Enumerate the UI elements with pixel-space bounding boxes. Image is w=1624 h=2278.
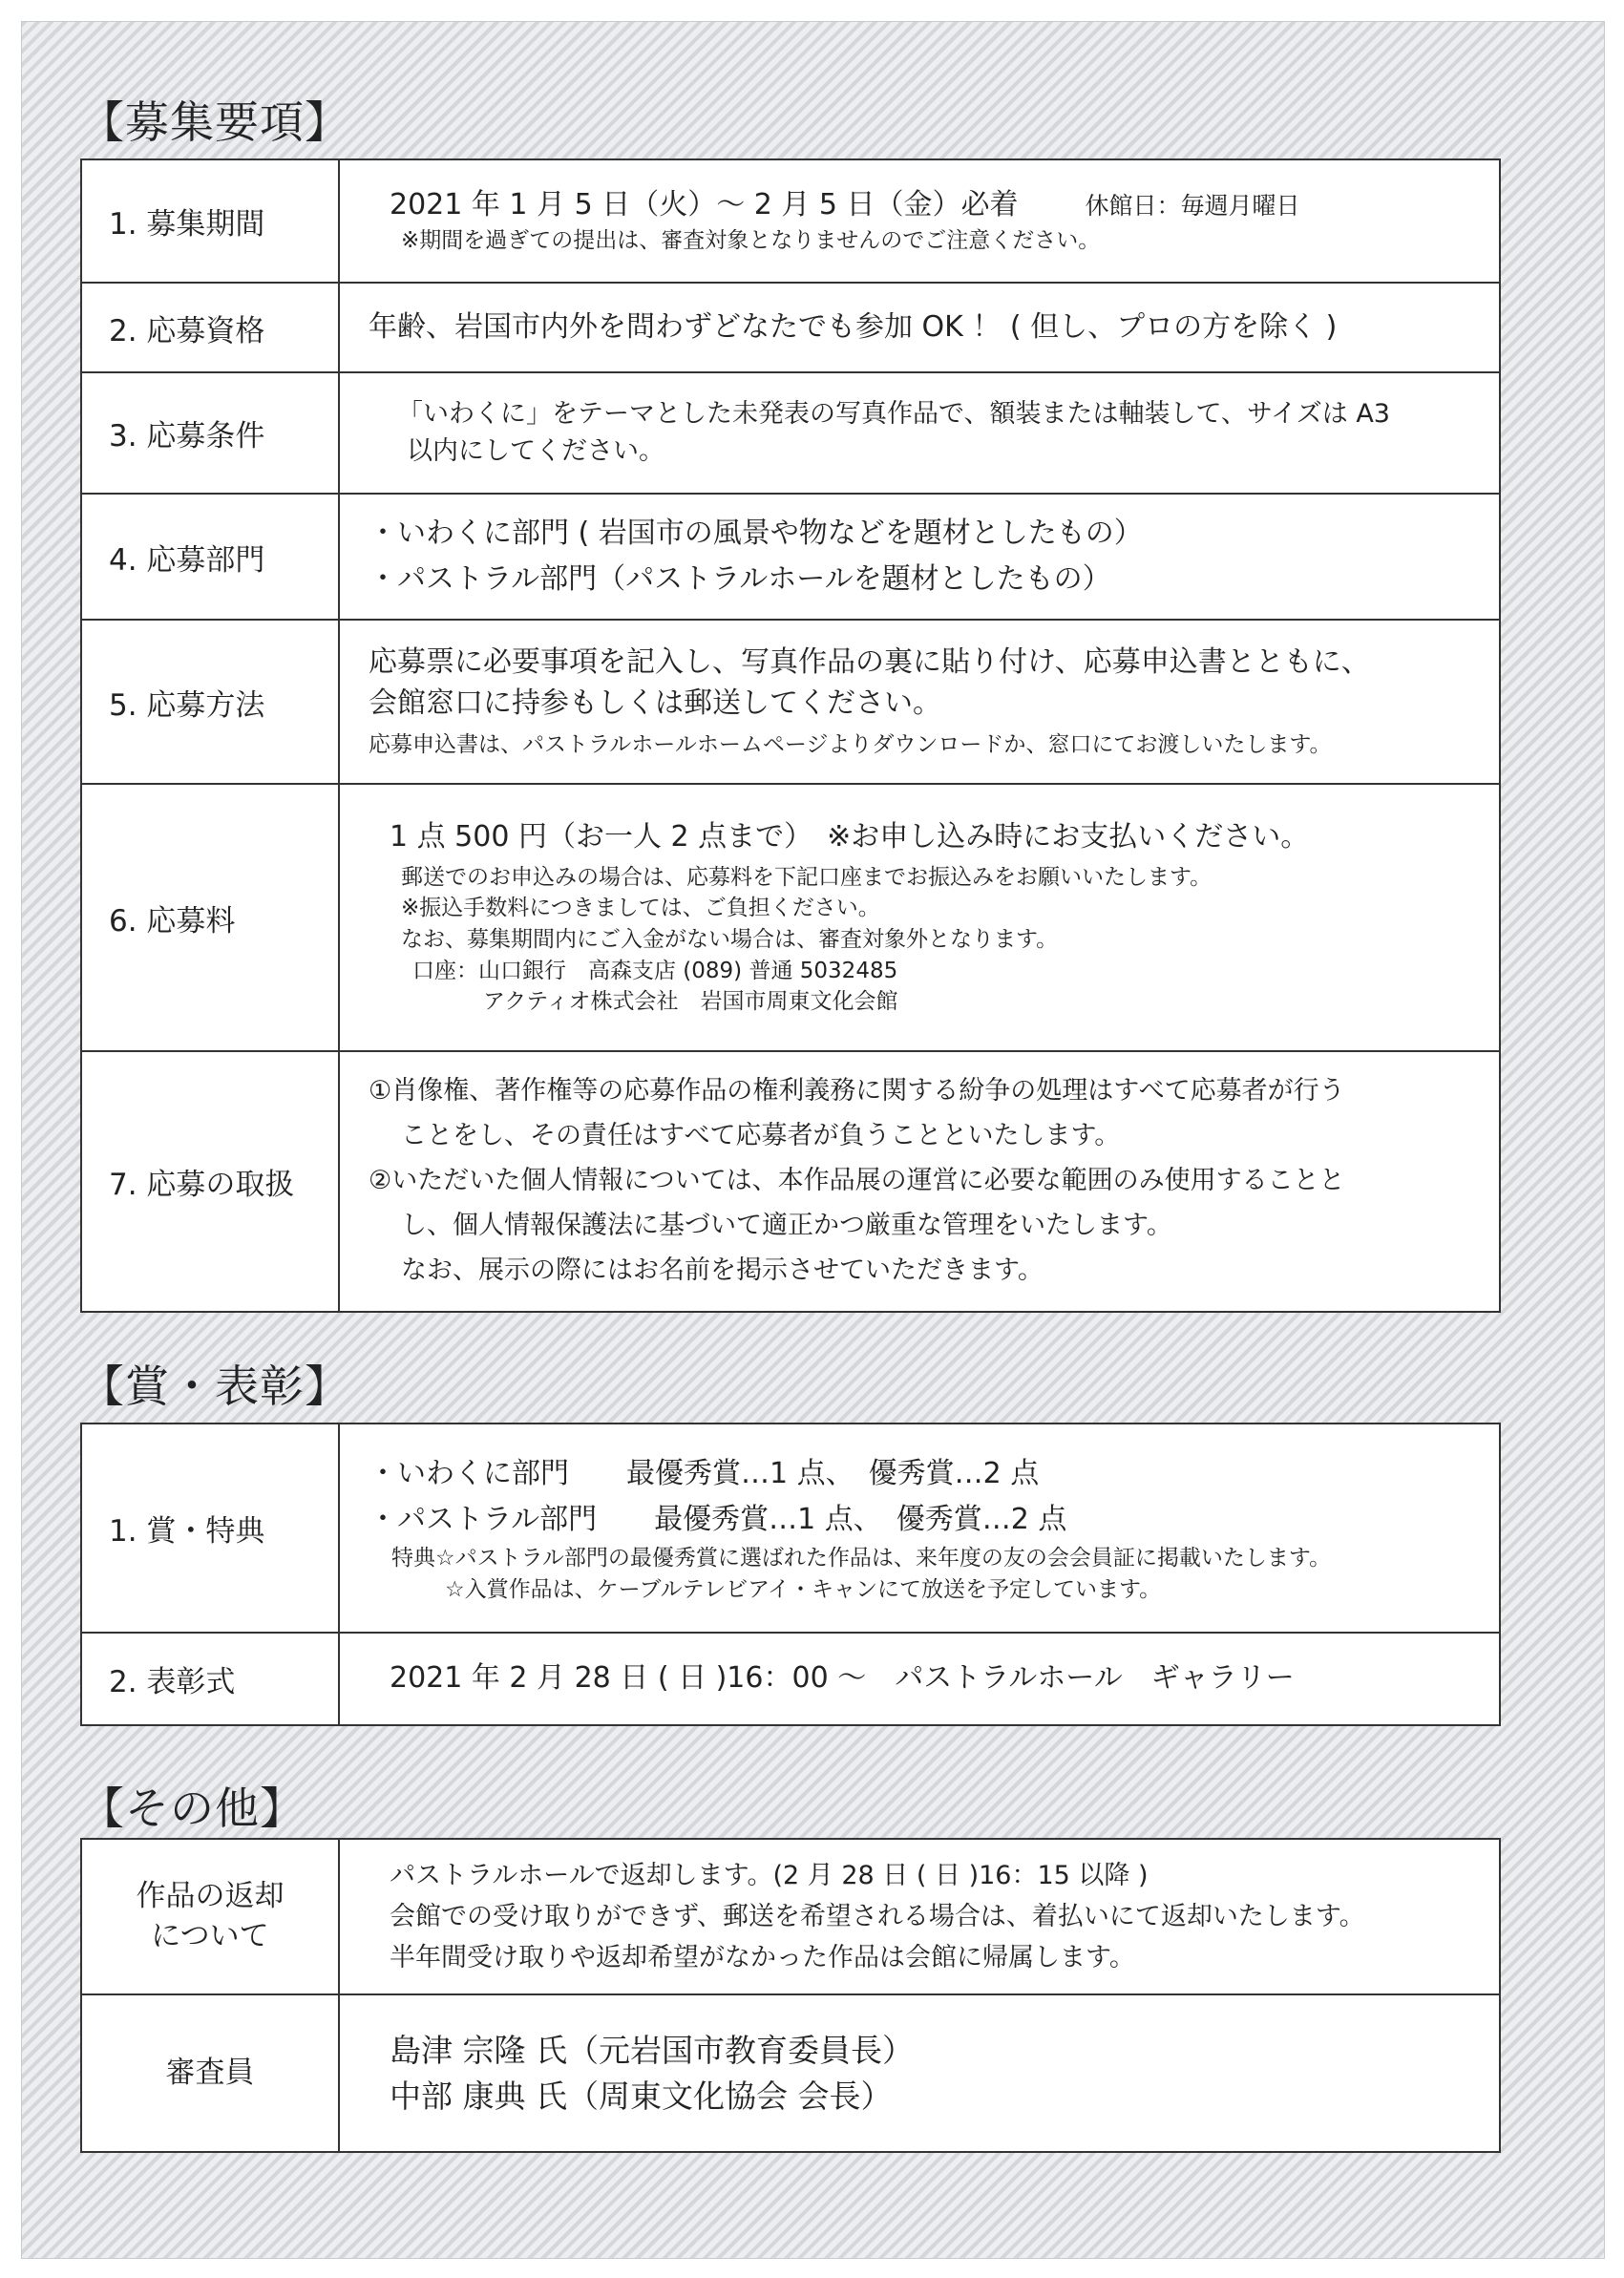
- prizes-row: [81, 1424, 1500, 1633]
- prizes-content: [339, 1424, 1500, 1633]
- handling-line1: ①肖像権、著作権等の応募作品の権利義務に関する紛争の処理はすべて応募者が行う: [369, 1076, 1345, 1107]
- judges-content: [339, 1994, 1500, 2152]
- eligibility-row: [81, 283, 1500, 372]
- fee-line2: ※振込手数料につきましては、ご負担ください。: [401, 896, 880, 921]
- categories-row: [81, 494, 1500, 620]
- return-line2: 会館での受け取りができず、郵送を希望される場合は、着払いにて返却いたします。: [390, 1901, 1365, 1931]
- prizes-note1: 特典☆パストラル部門の最優秀賞に選ばれた作品は、来年度の友の会会員証に掲載いたします。: [391, 1545, 1332, 1571]
- handling-line2: ことをし、その責任はすべて応募者が負うことといたします。: [401, 1121, 1121, 1151]
- handling-line4: し、個人情報保護法に基づいて適正かつ厳重な管理をいたします。: [401, 1210, 1172, 1240]
- award-table: [80, 1423, 1501, 1726]
- prizes-line1: ・いわくに部門 最優秀賞…1 点、 優秀賞…2 点: [369, 1456, 1040, 1490]
- method-content: [339, 620, 1500, 784]
- ceremony-text: 2021 年 2 月 28 日 ( 日 )16：00 ～ パストラルホール ギャラリー: [390, 1661, 1295, 1696]
- conditions-line1: 「いわくに」をテーマとした未発表の写真作品で、額装または軸装して、サイズは A3: [397, 399, 1390, 430]
- period-main: 2021 年 1 月 5 日（火）～ 2 月 5 日（金）必着: [390, 187, 1019, 221]
- return-line3: 半年間受け取りや返却希望がなかった作品は会館に帰属します。: [390, 1943, 1135, 1973]
- period-note: ※期間を過ぎての提出は、審査対象となりませんのでご注意ください。: [401, 228, 1101, 254]
- return-line1: パストラルホールで返却します。(2 月 28 日 ( 日 )16：15 以降 ): [390, 1860, 1149, 1890]
- handling-row: [81, 1051, 1500, 1312]
- conditions-row: [81, 372, 1500, 494]
- method-line2: 会館窓口に持参もしくは郵送してください。: [369, 686, 941, 720]
- ceremony-label: 2. 表彰式: [81, 1633, 339, 1725]
- fee-account2: アクティオ株式会社 岩国市周東文化会館: [483, 989, 898, 1015]
- handling-line5: なお、展示の際にはお名前を掲示させていただきます。: [401, 1255, 1044, 1285]
- eligibility-label: 2. 応募資格: [81, 283, 339, 372]
- ceremony-row: [81, 1633, 1500, 1725]
- categories-content: [339, 494, 1500, 620]
- method-note: 応募申込書は、パストラルホールホームページよりダウンロードか、窓口にてお渡しいたします。: [369, 732, 1332, 758]
- recruit-section-title: 【募集要項】: [80, 96, 349, 148]
- handling-line3: ②いただいた個人情報については、本作品展の運営に必要な範囲のみ使用することと: [369, 1166, 1345, 1196]
- period-row: [81, 159, 1500, 283]
- return-row: [81, 1839, 1500, 1994]
- period-label: 1. 募集期間: [81, 159, 339, 283]
- other-section-title: 【その他】: [80, 1782, 305, 1834]
- categories-label: 4. 応募部門: [81, 494, 339, 620]
- ceremony-content: [339, 1633, 1500, 1725]
- categories-line1: ・いわくに部門 ( 岩国市の風景や物などを題材としたもの）: [369, 517, 1143, 550]
- other-table: [80, 1838, 1501, 2153]
- period-holiday: 休館日：毎週月曜日: [1085, 191, 1300, 220]
- conditions-label: 3. 応募条件: [81, 372, 339, 494]
- judges-row: [81, 1994, 1500, 2152]
- recruit-table: [80, 158, 1501, 1313]
- fee-label: 6. 応募料: [81, 784, 339, 1051]
- return-label-line1: 作品の返却: [136, 1878, 285, 1913]
- method-row: [81, 620, 1500, 784]
- fee-line3: なお、募集期間内にご入金がない場合は、審査対象外となります。: [401, 926, 1059, 952]
- return-content: [339, 1839, 1500, 1994]
- categories-line2: ・パストラル部門（パストラルホールを題材としたもの）: [369, 562, 1111, 596]
- period-content: [339, 159, 1500, 283]
- eligibility-content: [339, 283, 1500, 372]
- prizes-label: 1. 賞・特典: [81, 1424, 339, 1633]
- method-label: 5. 応募方法: [81, 620, 339, 784]
- conditions-content: [339, 372, 1500, 494]
- return-label-line2: について: [151, 1918, 269, 1953]
- handling-label: 7. 応募の取扱: [81, 1051, 339, 1312]
- fee-row: [81, 784, 1500, 1051]
- conditions-line2: 以内にしてください。: [407, 435, 664, 466]
- fee-main: 1 点 500 円（お一人 2 点まで） ※お申し込み時にお支払いください。: [390, 820, 1310, 854]
- award-section-title: 【賞・表彰】: [80, 1360, 349, 1412]
- method-line1: 応募票に必要事項を記入し、写真作品の裏に貼り付け、応募申込書とともに、: [369, 645, 1370, 680]
- prizes-line2: ・パストラル部門 最優秀賞…1 点、 優秀賞…2 点: [369, 1502, 1067, 1536]
- fee-line1: 郵送でのお申込みの場合は、応募料を下記口座までお振込みをお願いいたします。: [401, 864, 1213, 890]
- judges-line2: 中部 康典 氏（周東文化協会 会長）: [390, 2077, 893, 2115]
- eligibility-text: 年齢、岩国市内外を問わずどなたでも参加 OK ！ ( 但し、プロの方を除く ): [369, 309, 1338, 344]
- handling-content: [339, 1051, 1500, 1312]
- fee-account1: 口座：山口銀行 高森支店 (089) 普通 5032485: [412, 958, 898, 983]
- return-label: [81, 1839, 339, 1994]
- judges-line1: 島津 宗隆 氏（元岩国市教育委員長）: [390, 2031, 914, 2069]
- fee-content: [339, 784, 1500, 1051]
- judges-label: 審査員: [81, 1994, 339, 2152]
- prizes-note2: ☆入賞作品は、ケーブルテレビアイ・キャンにて放送を予定しています。: [445, 1576, 1162, 1602]
